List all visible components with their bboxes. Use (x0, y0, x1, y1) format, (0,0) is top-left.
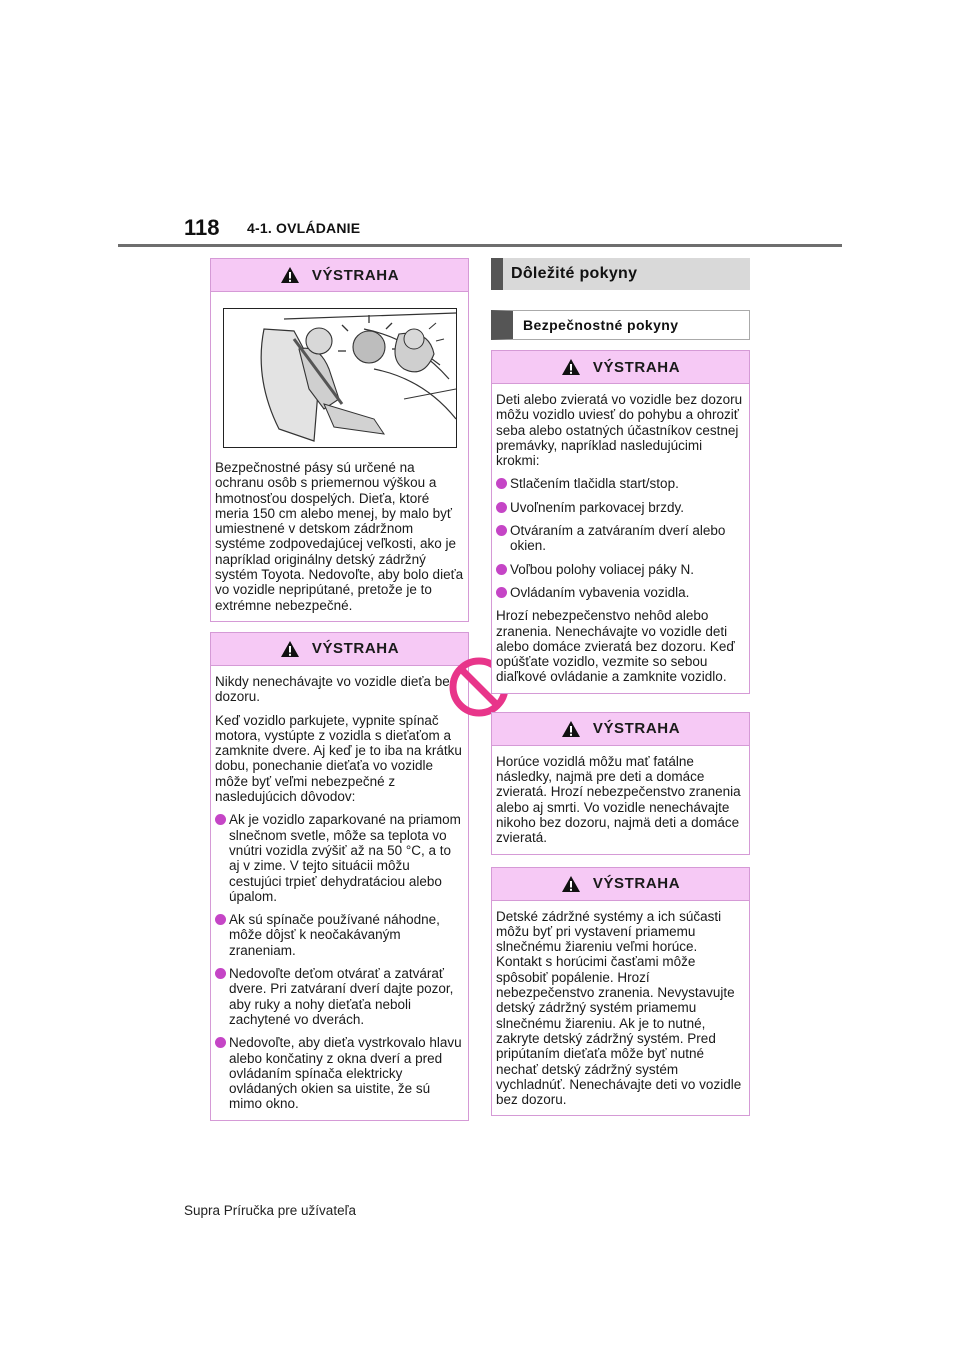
child-airbag-illustration (223, 308, 457, 448)
bullet-dot (215, 968, 226, 979)
warning-text: Bezpečnostné pásy sú určené na ochranu osôb s priemernou výškou a hmotnosťou dospelých. Dieťa, ktoré meria 150 cm alebo menej, by malo byť umiestnené v detskom zádržnom systéme zodpovedajúcej veľkosti, ako je napríklad originálny detský zádržný systém Toyota. Nedovoľte, aby bolo dieťa vo vozidle nepripútané, pretože je to extrémne nebezpečné. (215, 460, 464, 613)
bullet-dot (496, 587, 507, 598)
list-item (215, 812, 464, 904)
list-item-text: Ak je vozidlo zaparkované na priamom slnečnom svetle, môže sa teplota vo vnútri vozidla zvýšiť až na 50 °C, a to aj v zime. V tejto situácii môžu cestujúci trpieť dehydratáciou alebo úpalom. (229, 812, 461, 904)
warning-triangle-icon (561, 875, 581, 893)
warning-paragraph: Detské zádržné systémy a ich súčasti môžu byť pri vystavení priamemu slnečnému žiareniu veľmi horúce. Kontakt s horúcimi časťami môže spôsobiť popálenie. Hrozí nebezpečenstvo zranenia. Nevystavujte detský zádržný systém priamemu slnečnému žiareniu. Ak je to nutné, zakryte detský zádržný systém. Pred pripútaním dieťaťa môže byť nutné nechať detský zádržný systém vychladnúť. Nenechávajte deti vo vozidle bez dozoru. (496, 908, 742, 1108)
warning-paragraph: Horúce vozidlá môžu mať fatálne následky, najmä pre deti a domáce zvieratá. Hrozí nebezpečenstvo zranenia alebo aj smrti. Vo vozidle nenechávajte nikoho bez dozoru, najmä deti a domáce zvieratá. (496, 753, 741, 846)
warning-box-hot-child-seat (491, 867, 750, 1117)
list-item (215, 966, 464, 1027)
section-title: 4-1. OVLÁDANIE (247, 220, 361, 236)
warning-title: VÝSTRAHA (592, 875, 681, 893)
list-item-text: Ak sú spínače používané náhodne, môže dôjsť k neočakávaným zraneniam. (229, 912, 440, 958)
warning-box-unattended-vehicle (491, 350, 750, 694)
list-item-text: Voľbou polohy voliacej páky N. (510, 561, 695, 577)
warning-paragraph: Hrozí nebezpečenstvo nehôd alebo zranenia. Nenechávajte vo vozidle deti alebo domáce zvieratá bez dozoru. Keď opúšťate vozidlo, vezmite so sebou diaľkové ovládanie a zamknite vozidlo. (496, 608, 735, 685)
bullet-dot (496, 525, 507, 536)
warning-title: VÝSTRAHA (592, 358, 681, 376)
warning-box-unattended-child (210, 632, 469, 1121)
list-item (496, 476, 745, 491)
warning-box-child-seat (210, 258, 469, 622)
warning-paragraph: Deti alebo zvieratá vo vozidle bez dozoru môžu vozidlo uviesť do pohybu a ohroziť seba alebo ostatných účastníkov cestnej premávky, napríklad nasledujúcimi krokmi: (496, 392, 743, 469)
list-item (496, 500, 745, 515)
warning-header (211, 633, 468, 666)
important-notes-heading: Dôležité pokyny (491, 258, 750, 290)
warning-triangle-icon (280, 266, 300, 284)
footer-manual-title: Supra Príručka pre užívateľa (184, 1203, 357, 1218)
list-item (215, 912, 464, 958)
warning-header (492, 351, 749, 384)
bullet-dot (496, 502, 507, 513)
warning-title: VÝSTRAHA (311, 266, 400, 284)
list-item (496, 562, 745, 577)
list-item-text: Nedovoľte, aby dieťa vystrkovalo hlavu alebo končatiny z okna dverí a pred ovládaním spínača elektricky ovládaných okien sa uistite, že sú mimo okno. (229, 1035, 462, 1112)
warning-title: VÝSTRAHA (311, 640, 400, 658)
bullet-dot (496, 564, 507, 575)
list-item (496, 585, 745, 600)
list-item-text: Stlačením tlačidla start/stop. (510, 476, 679, 492)
list-item (496, 523, 745, 554)
left-column (210, 258, 469, 1131)
list-item-text: Nedovoľte deťom otvárať a zatvárať dvere. Pri zatváraní dverí dajte pozor, aby ruky a nohy dieťaťa neboli zachytené vo dverách. (229, 966, 454, 1027)
right-column (491, 258, 750, 1126)
page-number: 118 (184, 215, 220, 240)
list-item-text: Uvoľnením parkovacej brzdy. (510, 499, 685, 515)
warning-title: VÝSTRAHA (592, 720, 681, 738)
warning-header (211, 259, 468, 292)
warning-header (492, 868, 749, 901)
header-rule (118, 244, 842, 247)
bullet-dot (215, 814, 226, 825)
list-item-text: Otváraním a zatváraním dverí alebo okien. (510, 523, 726, 554)
bullet-dot (496, 478, 507, 489)
warning-header (492, 713, 749, 746)
safety-notes-heading: Bezpečnostné pokyny (491, 310, 750, 340)
list-item (215, 1035, 464, 1111)
warning-box-hot-vehicle (491, 712, 750, 855)
warning-triangle-icon (561, 358, 581, 376)
bullet-dot (215, 914, 226, 925)
warning-triangle-icon (561, 720, 581, 738)
warning-paragraph: Keď vozidlo parkujete, vypnite spínač motora, vystúpte z vozidla s dieťaťom a zamknite dvere. Aj keď je to iba na krátku dobu, ponechanie dieťaťa vo vozidle môže byť veľmi nebezpečné z nasledujúcich dôvodov: (215, 712, 462, 805)
bullet-dot (215, 1037, 226, 1048)
warning-paragraph: Nikdy nenechávajte vo vozidle dieťa bez dozoru. (215, 673, 457, 705)
list-item-text: Ovládaním vybavenia vozidla. (510, 584, 690, 600)
warning-triangle-icon (280, 640, 300, 658)
